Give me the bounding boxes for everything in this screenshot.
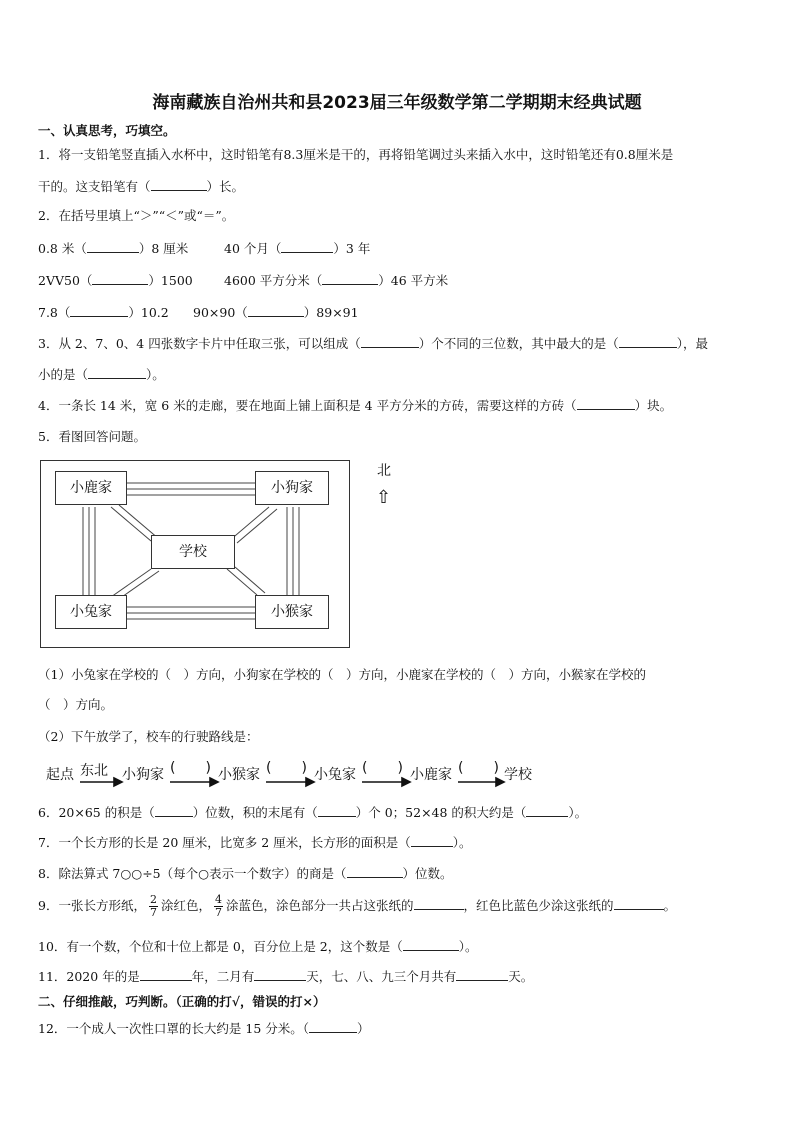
q3-blank-1[interactable] (361, 333, 419, 348)
q1-line1: 1．将一支铅笔竖直插入水杯中，这时铅笔有8.3厘米是干的，再将铅笔调过头来插入水中，这时铅笔还有0.8厘米是 (38, 147, 674, 162)
q8-text-b: ）位数。 (402, 866, 453, 881)
q11-blank-2[interactable] (254, 966, 306, 981)
q1-text-c: ）长。 (206, 179, 245, 194)
q4-line (38, 395, 672, 415)
q6-blank-1[interactable] (155, 802, 193, 817)
q2-r1-blank-2[interactable] (281, 238, 333, 253)
q9-blank-1[interactable] (414, 895, 464, 910)
route-paren-2[interactable] (266, 760, 307, 776)
rabbit-house: 小兔家 (55, 595, 127, 629)
route-paren-1-close: ) (205, 760, 211, 776)
q11-line (38, 966, 533, 986)
q12-text-b: ） (357, 1021, 370, 1036)
q9-frac1-num: 2 (149, 893, 157, 906)
q4-text-a: 4．一条长 14 米，宽 6 米的走廊，要在地面上铺上面积是 4 平方分米的方砖，需要这样的方砖（ (38, 398, 577, 413)
q8-blank[interactable] (347, 863, 403, 878)
route-paren-4-open: ( (458, 760, 464, 776)
q12-line (38, 1018, 370, 1038)
q2-row3-right (193, 302, 359, 322)
route-paren-3-open: ( (362, 760, 368, 776)
q2-r2-text-c: 4600 平方分米（ (224, 273, 323, 288)
route-paren-1-open: ( (170, 760, 176, 776)
map-diagram (40, 460, 350, 648)
q9-line (38, 888, 676, 924)
q11-text-a: 11．2020 年的是 (38, 969, 140, 984)
q11-text-c: 天，七、八、九三个月共有 (306, 969, 457, 984)
q3-text-b: ）个不同的三位数，其中最大的是（ (418, 336, 619, 351)
deer-house: 小鹿家 (55, 471, 127, 505)
q6-text-d: ）。 (568, 805, 588, 820)
q7-text-a: 7．一个长方形的长是 20 厘米，比宽多 2 厘米，长方形的面积是（ (38, 835, 411, 850)
q4-blank[interactable] (577, 395, 635, 410)
q3-blank-2[interactable] (619, 333, 677, 348)
q5-part2: （2）下午放学了，校车的行驶路线是： (38, 729, 259, 744)
route-direction: 东北 (80, 763, 108, 779)
q1-text-b: 干的。这支铅笔有（ (38, 179, 151, 194)
q2-r2-text-b: ）1500 (148, 273, 193, 288)
route-paren-1[interactable] (170, 760, 211, 776)
q11-blank-1[interactable] (140, 966, 192, 981)
q10-text-b: ）。 (458, 939, 478, 954)
q2-r1-text-a: 0.8 米（ (38, 241, 87, 256)
q3-blank-3[interactable] (88, 364, 146, 379)
q6-text-c: ）个 0；52×48 的积大约是（ (355, 805, 527, 820)
route-paren-4[interactable] (458, 760, 499, 776)
q3-text-a: 3．从 2、7、0、4 四张数字卡片中任取三张，可以组成（ (38, 336, 361, 351)
route-end: 学校 (504, 767, 532, 783)
q7-text-b: ）。 (452, 835, 472, 850)
route-paren-2-open: ( (266, 760, 272, 776)
route-paren-4-close: ) (493, 760, 499, 776)
route-diagram (40, 760, 550, 790)
q2-r3-text-c: 90×90（ (193, 305, 248, 320)
monkey-house: 小猴家 (255, 595, 329, 629)
q2-row2-right (224, 270, 448, 290)
q2-r3-text-b: ）10.2 (128, 305, 169, 320)
q2-r3-text-a: 7.8（ (38, 305, 71, 320)
q7-line (38, 832, 471, 852)
q3-line1 (38, 333, 708, 353)
dog-house: 小狗家 (255, 471, 329, 505)
q3-text-e: ）。 (146, 367, 165, 382)
north-label: 北 (377, 463, 391, 479)
q2-r3-blank-2[interactable] (248, 302, 304, 317)
q4-text-b: ）块。 (634, 398, 673, 413)
north-arrow-icon: ⇧ (376, 487, 392, 508)
q2-r3-blank-1[interactable] (70, 302, 128, 317)
q12-blank[interactable] (309, 1018, 357, 1033)
q9-fraction-blue (214, 894, 223, 919)
route-stop-monkey: 小猴家 (218, 767, 260, 783)
q8-line (38, 863, 453, 883)
q9-text-e: 。 (663, 898, 677, 913)
section-2-heading: 二、仔细推敲，巧判断。（正确的打√，错误的打×） (38, 994, 326, 1009)
q2-r1-text-b: ）8 厘米 (138, 241, 189, 256)
q7-blank[interactable] (411, 832, 453, 847)
q9-blank-2[interactable] (614, 895, 664, 910)
q10-blank[interactable] (403, 936, 459, 951)
route-stop-deer: 小鹿家 (410, 767, 452, 783)
q3-text-d: 小的是（ (38, 367, 89, 382)
q2-row3-left (38, 302, 169, 322)
route-stop-rabbit: 小兔家 (314, 767, 356, 783)
q6-text-b: ）位数，积的末尾有（ (192, 805, 318, 820)
route-start: 起点 (46, 767, 74, 783)
q3-text-c: ），最 (676, 336, 708, 351)
q5-heading: 5．看图回答问题。 (38, 429, 146, 444)
q6-text-a: 6．20×65 的积是（ (38, 805, 155, 820)
q9-frac2-den: 7 (214, 906, 222, 919)
q11-blank-3[interactable] (456, 966, 508, 981)
q5-part1-line2: （ ）方向。 (38, 697, 114, 712)
route-paren-3-close: ) (397, 760, 403, 776)
q9-text-a: 9．一张长方形纸， (38, 898, 146, 913)
q2-r2-text-a: 2VV50（ (38, 273, 93, 288)
route-paren-2-close: ) (301, 760, 307, 776)
q6-blank-3[interactable] (526, 802, 568, 817)
page-title: 海南藏族自治州共和县2023届三年级数学第二学期期末经典试题 (152, 93, 642, 113)
q10-text-a: 10．有一个数，个位和十位上都是 0，百分位上是 2，这个数是（ (38, 939, 403, 954)
q2-r3-text-d: ）89×91 (303, 305, 359, 320)
school: 学校 (151, 535, 235, 569)
q9-fraction-red (149, 894, 158, 919)
q1-answer-blank[interactable] (151, 176, 207, 191)
q5-part1-line1: （1）小兔家在学校的（ ）方向，小狗家在学校的（ ）方向，小鹿家在学校的（ ）方向，小猴家在学校的 (38, 667, 646, 682)
q2-r1-text-d: ）3 年 (333, 241, 371, 256)
q2-r2-blank-2[interactable] (322, 270, 378, 285)
route-stop-dog: 小狗家 (122, 767, 164, 783)
q2-r1-blank-1[interactable] (87, 238, 139, 253)
q1-line2 (38, 176, 244, 196)
q2-r2-blank-1[interactable] (92, 270, 148, 285)
q6-line (38, 802, 587, 822)
q9-text-c: 涂蓝色，涂色部分一共占这张纸的 (225, 898, 414, 913)
q9-text-d: ，红色比蓝色少涂这张纸的 (463, 898, 614, 913)
q3-line2 (38, 364, 165, 384)
q10-line (38, 936, 478, 956)
route-paren-3[interactable] (362, 760, 403, 776)
q2-row2-left (38, 270, 193, 290)
q2-row1-right (224, 238, 370, 258)
q2-r1-text-c: 40 个月（ (224, 241, 282, 256)
q9-frac2-num: 4 (214, 893, 222, 906)
q12-text-a: 12．一个成人一次性口罩的长大约是 15 分米。（ (38, 1021, 310, 1036)
q9-text-b: 涂红色， (160, 898, 211, 913)
q2-heading: 2．在括号里填上“＞”“＜”或“＝”。 (38, 208, 235, 223)
section-1-heading: 一、认真思考，巧填空。 (38, 123, 176, 138)
q11-text-b: 年，二月有 (191, 969, 255, 984)
q8-text-a: 8．除法算式 7○○÷5（每个○表示一个数字）的商是（ (38, 866, 347, 881)
q6-blank-2[interactable] (318, 802, 356, 817)
q11-text-d: 天。 (508, 969, 534, 984)
q2-r2-text-d: ）46 平方米 (378, 273, 449, 288)
q2-row1-left (38, 238, 188, 258)
q9-frac1-den: 7 (149, 906, 157, 919)
